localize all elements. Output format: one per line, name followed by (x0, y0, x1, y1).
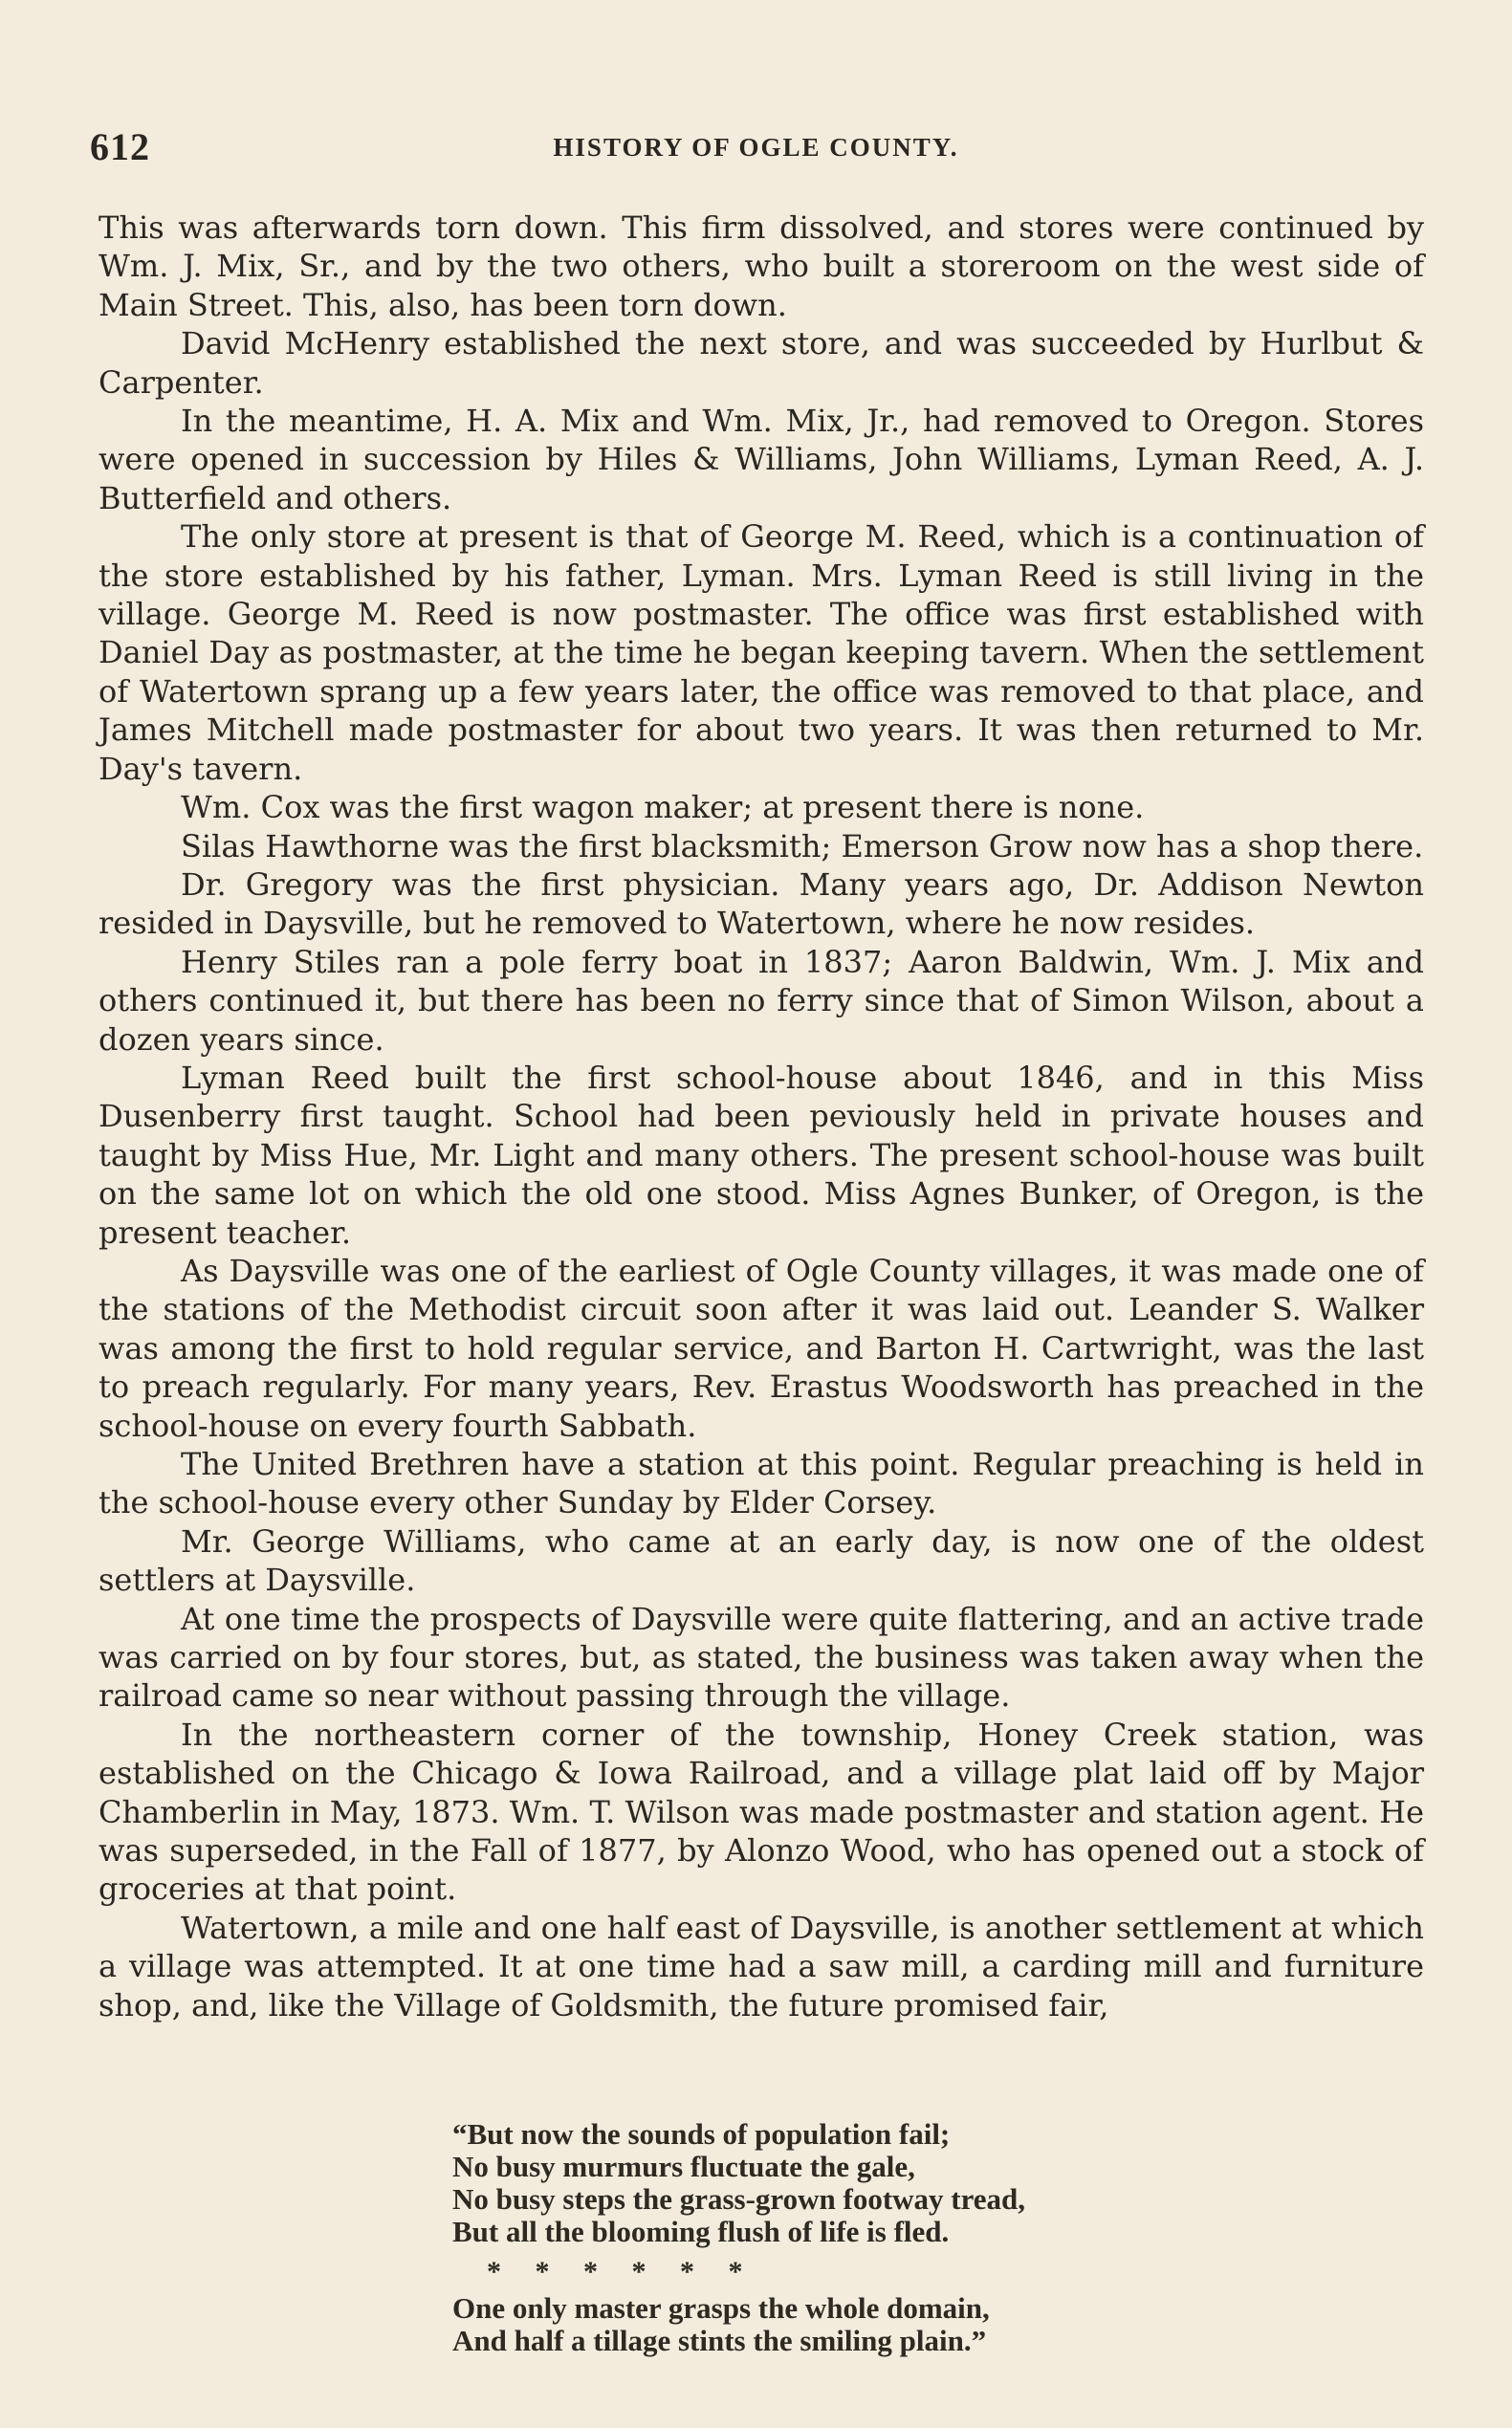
paragraph: David McHenry established the next store, and was succeeded by Hurlbut & Carpenter. (99, 325, 1424, 401)
body-text (99, 208, 1424, 2024)
running-head: HISTORY OF OGLE COUNTY. (553, 133, 959, 162)
asterism-divider: * * * * * * (487, 2256, 756, 2287)
paragraph: Dr. Gregory was the first physician. Many years ago, Dr. Addison Newton resided in Daysville, but he removed to Watertown, where he now resides. (99, 865, 1424, 942)
paragraph: Lyman Reed built the first school-house about 1846, and in this Miss Dusenberry first taught. School had been peviously held in private houses and taught by Miss Hue, Mr. Light and many others. The present school-house was built on the same lot on which the old one stood. Miss Agnes Bunker, of Oregon, is the present teacher. (99, 1059, 1424, 1251)
paragraph: This was afterwards torn down. This firm dissolved, and stores were continued by Wm. J. Mix, Sr., and by the two others, who built a storeroom on the west side of Main Street. This, also, has been torn down. (99, 209, 1424, 323)
paragraph: In the meantime, H. A. Mix and Wm. Mix, Jr., had removed to Oregon. Stores were opened in succession by Hiles & Williams, John Williams, Lyman Reed, A. J. Butterfield and others. (99, 403, 1424, 516)
verse-line: No busy steps the grass-grown footway tread, (452, 2182, 1026, 2216)
paragraph: Henry Stiles ran a pole ferry boat in 1837; Aaron Baldwin, Wm. J. Mix and others continued it, but there has been no ferry since that of Simon Wilson, about a dozen years since. (99, 943, 1424, 1058)
page-number: 612 (90, 125, 150, 168)
verse-line: “But now the sounds of population fail; (452, 2117, 951, 2151)
paragraph: The only store at present is that of George M. Reed, which is a continuation of the store established by his father, Lyman. Mrs. Lyman Reed is still living in the village. George M. Reed is now postmaster. The office was first established with Daniel Day as postmaster, at the time he began keeping tavern. When the settlement of Watertown sprang up a few years later, the office was removed to that place, and James Mitchell made postmaster for about two years. It was then returned to Mr. Day's tavern. (99, 518, 1424, 787)
verse-line: No busy murmurs fluctuate the gale, (452, 2150, 915, 2183)
verse-line: And half a tillage stints the smiling plain.” (452, 2324, 987, 2357)
paragraph: Silas Hawthorne was the first blacksmith; Emerson Grow now has a shop there. (181, 827, 1424, 864)
paragraph: As Daysville was one of the earliest of Ogle County villages, it was made one of the stations of the Methodist circuit soon after it was laid out. Leander S. Walker was among the first to hold regular service, and Barton H. Cartwright, was the last to preach regularly. For many years, Rev. Erastus Woodsworth has preached in the school-house on every fourth Sabbath. (99, 1252, 1424, 1444)
paragraph: Mr. George Williams, who came at an early day, is now one of the oldest settlers at Daysville. (99, 1522, 1424, 1599)
paragraph: In the northeastern corner of the township, Honey Creek station, was established on the Chicago & Iowa Railroad, and a village plat laid off by Major Chamberlin in May, 1873. Wm. T. Wilson was made postmaster and station agent. He was superseded, in the Fall of 1877, by Alonzo Wood, who has opened out a stock of groceries at that point. (99, 1716, 1424, 1908)
paragraph: Watertown, a mile and one half east of Daysville, is another settlement at which a village was attempted. It at one time had a saw mill, a carding mill and furniture shop, and, like the Village of Goldsmith, the future promised fair, (99, 1909, 1424, 2023)
paragraph: The United Brethren have a station at this point. Regular preaching is held in the school-house every other Sunday by Elder Corsey. (99, 1446, 1424, 1521)
verse-line: One only master grasps the whole domain, (452, 2291, 990, 2325)
paragraph: At one time the prospects of Daysville were quite flattering, and an active trade was carried on by four stores, but, as stated, the business was taken away when the railroad came so near without passing through the village. (99, 1600, 1424, 1715)
verse-quotation (452, 2118, 1025, 2357)
verse-line: But all the blooming flush of life is fled. (452, 2215, 950, 2248)
paragraph: Wm. Cox was the first wagon maker; at present there is none. (181, 789, 1145, 826)
